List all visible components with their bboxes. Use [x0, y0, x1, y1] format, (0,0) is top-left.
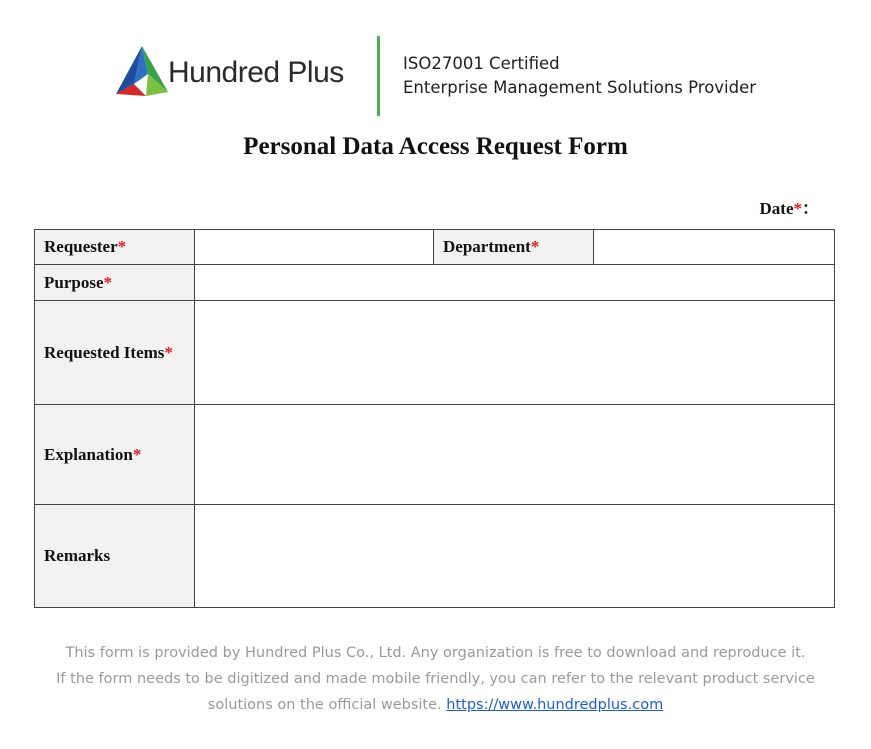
explanation-field[interactable] — [195, 405, 835, 505]
page-title: Personal Data Access Request Form — [243, 133, 628, 160]
tagline — [403, 52, 756, 100]
footer-line2: If the form needs to be digitized and made mobile friendly, you can refer to the relevant product service — [56, 671, 815, 687]
tagline-line2: Enterprise Management Solutions Provider — [403, 78, 757, 97]
requester-label: Requester* — [35, 230, 195, 265]
tagline-line1: ISO27001 Certified — [403, 54, 560, 73]
date-field — [760, 194, 819, 219]
footer-line3: solutions on the official website. https://www.hundredplus.com — [207, 697, 664, 713]
department-field[interactable] — [594, 230, 835, 265]
date-label: Date — [759, 199, 794, 218]
brand-name: Hundred Plus — [168, 56, 344, 89]
footer-note — [0, 640, 871, 718]
remarks-label: Remarks — [35, 505, 195, 608]
required-mark: * — [793, 199, 802, 218]
date-separator: ： — [802, 199, 819, 218]
footer-line1: This form is provided by Hundred Plus Co., Ltd. Any organization is free to download and reproduce it. — [65, 645, 806, 661]
purpose-field[interactable] — [195, 265, 835, 301]
explanation-label: Explanation* — [35, 405, 195, 505]
website-link[interactable]: https://www.hundredplus.com — [446, 697, 664, 713]
remarks-field[interactable] — [195, 505, 835, 608]
request-form-table — [34, 229, 835, 608]
hundred-plus-logo-icon — [112, 44, 172, 100]
requested-items-field[interactable] — [195, 301, 835, 405]
header-divider — [377, 36, 380, 116]
purpose-label: Purpose* — [35, 265, 195, 301]
requester-field[interactable] — [195, 230, 434, 265]
requested-items-label: Requested Items* — [35, 301, 195, 405]
department-label: Department* — [434, 230, 594, 265]
